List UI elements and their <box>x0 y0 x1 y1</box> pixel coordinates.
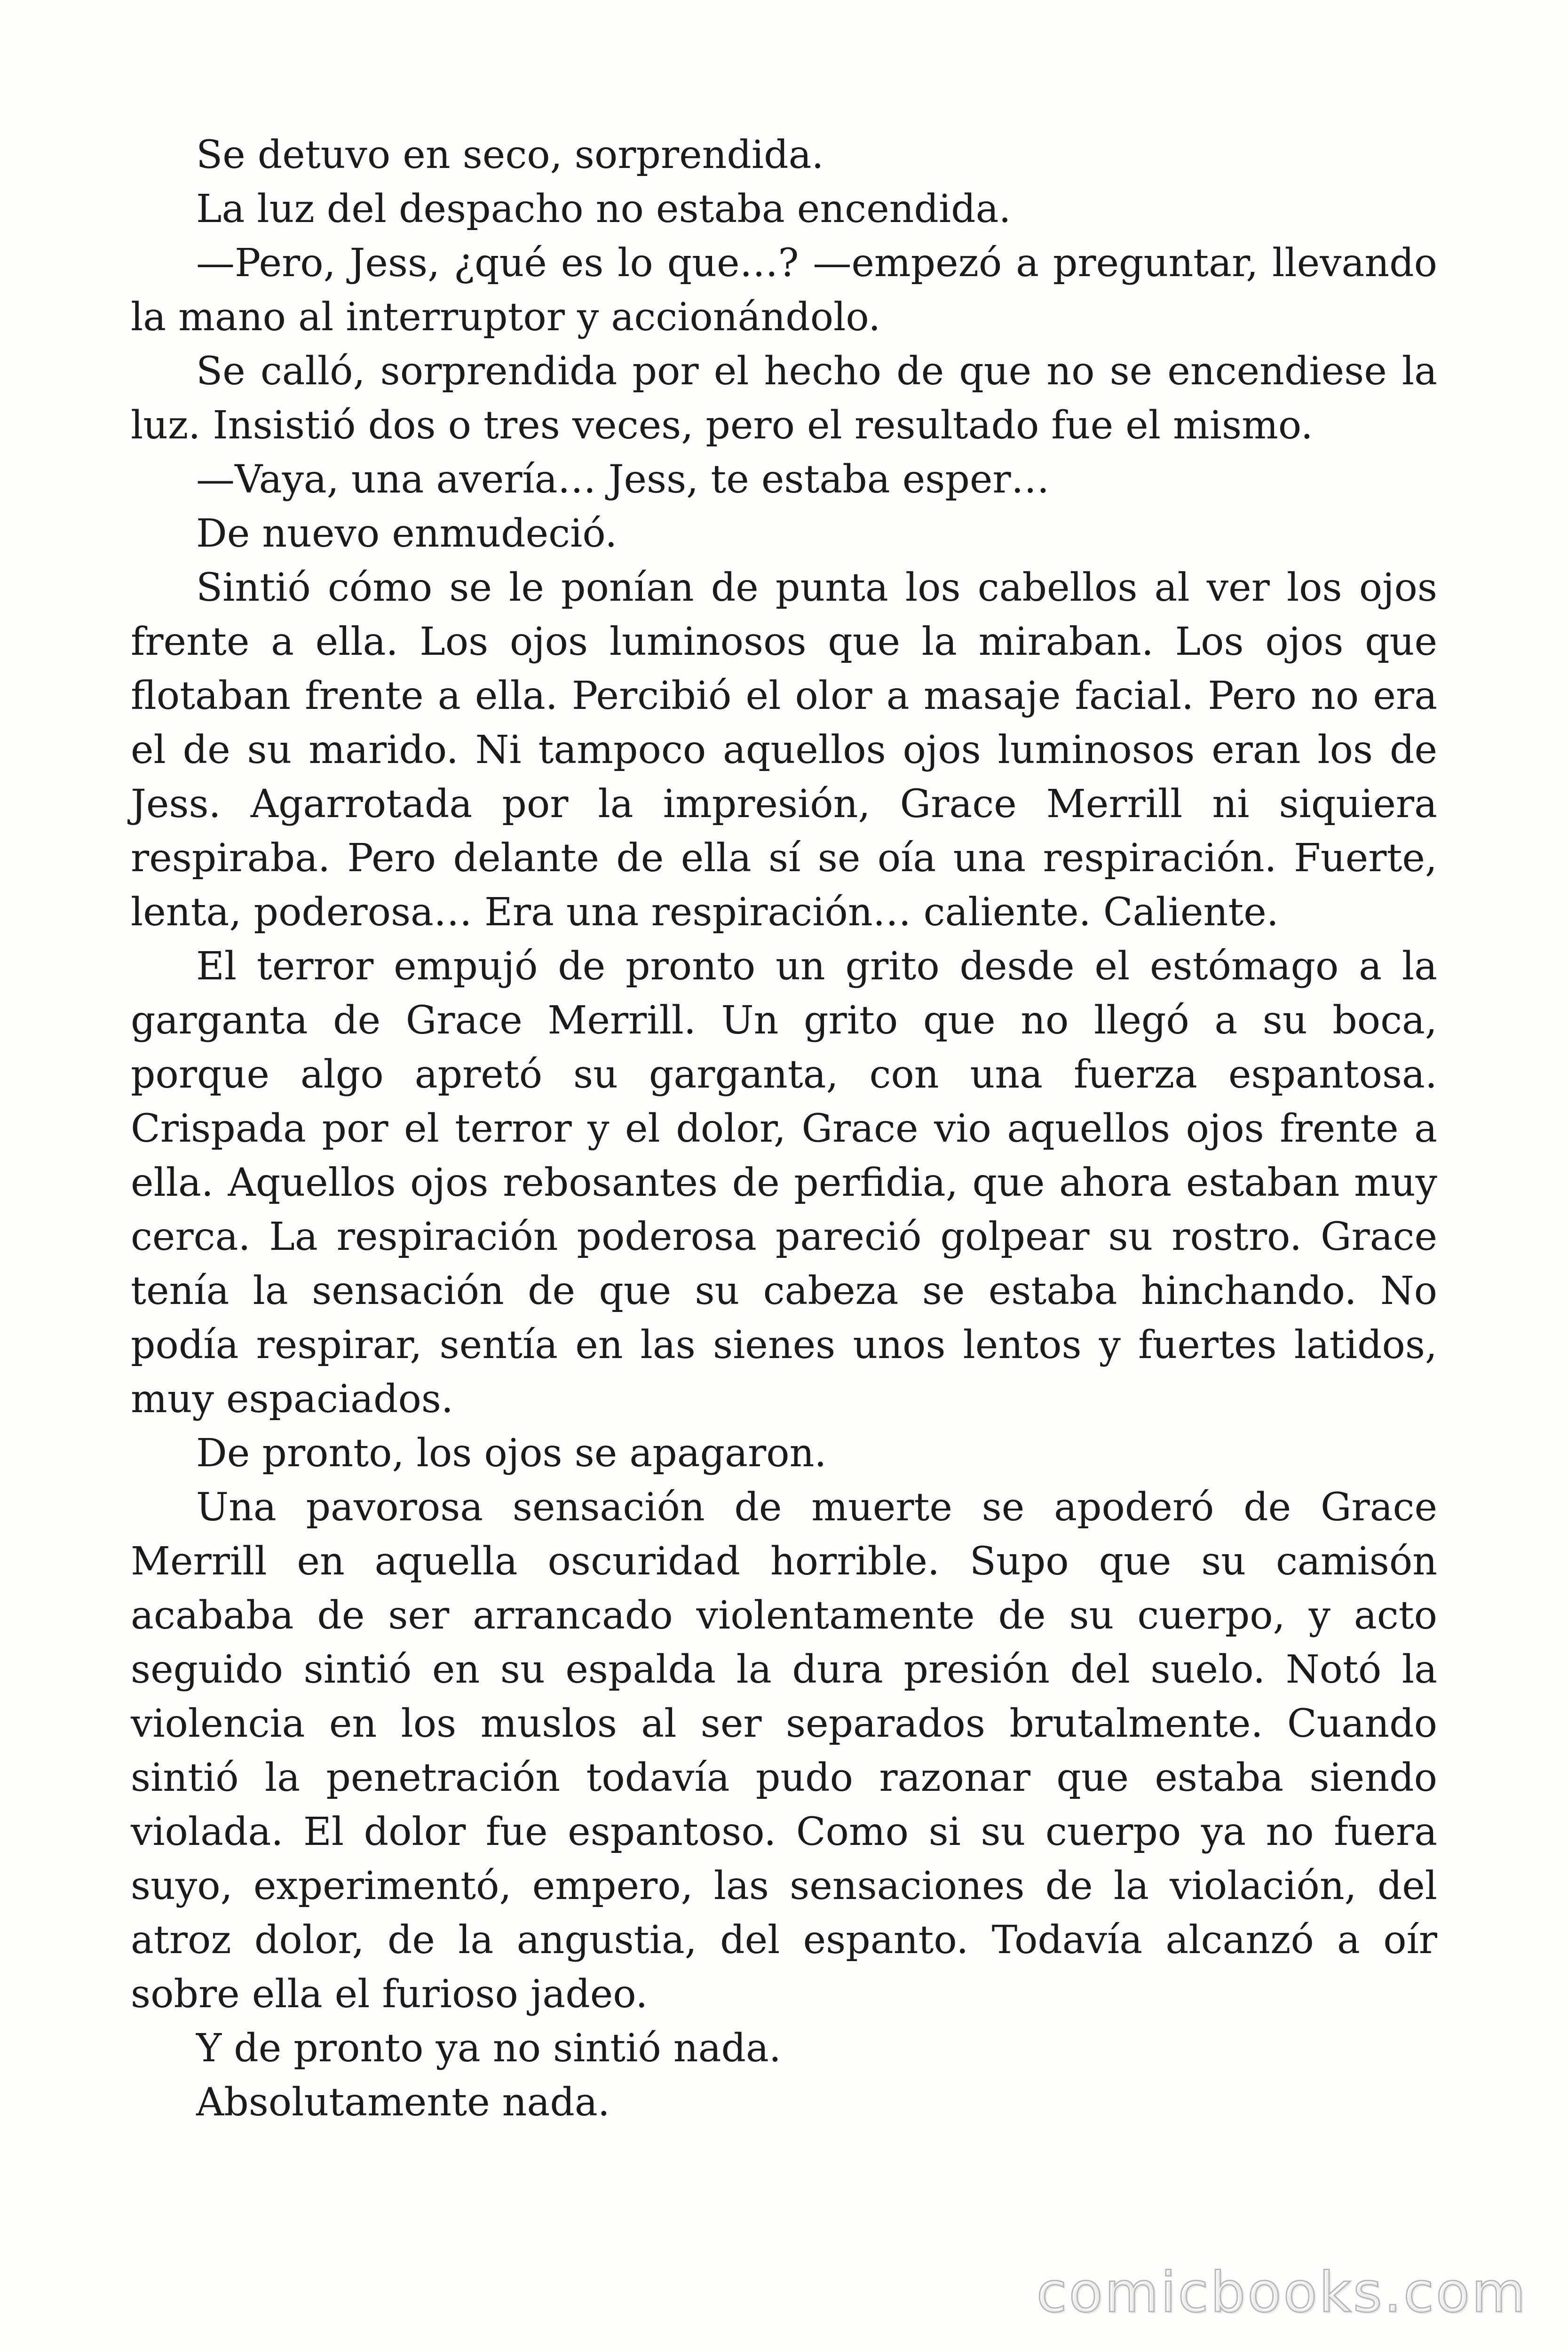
paragraph: Sintió cómo se le ponían de punta los cabellos al ver los ojos frente a ella. Los ojos luminosos que la miraban. Los ojos que flotaban frente a ella. Percibió el olor a masaje facial. Pero no era el de su marido. Ni tampoco aquellos ojos luminosos eran los de Jess. Agarrotada por la impresión, Grace Merrill ni siquiera respiraba. Pero delante de ella sí se oía una respiración. Fuerte, lenta, poderosa… Era una respiración… caliente. Caliente. <box>131 565 1437 935</box>
paragraph: De nuevo enmudeció. <box>196 511 618 556</box>
paragraph: Se calló, sorprendida por el hecho de que no se encendiese la luz. Insistió dos o tres veces, pero el resultado fue el mismo. <box>131 349 1437 448</box>
watermark: comicbooks.com <box>1036 2260 1528 2325</box>
page-body-text <box>131 128 1437 2130</box>
paragraph: La luz del despacho no estaba encendida. <box>196 187 1011 231</box>
paragraph: —Vaya, una avería… Jess, te estaba esper… <box>196 457 1050 502</box>
paragraph: El terror empujó de pronto un grito desde el estómago a la garganta de Grace Merrill. Un grito que no llegó a su boca, porque algo apretó su garganta, con una fuerza espantosa. Crispada por el terror y el dolor, Grace vio aquellos ojos frente a ella. Aquellos ojos rebosantes de perfidia, que ahora estaban muy cerca. La respiración poderosa pareció golpear su rostro. Grace tenía la sensación de que su cabeza se estaba hinchando. No podía respirar, sentía en las sienes unos lentos y fuertes latidos, muy espaciados. <box>131 944 1437 1422</box>
paragraph: —Pero, Jess, ¿qué es lo que…? —empezó a preguntar, llevando la mano al interruptor y accionándolo. <box>131 241 1437 340</box>
paragraph: Y de pronto ya no sintió nada. <box>196 2026 781 2071</box>
paragraph: De pronto, los ojos se apagaron. <box>196 1431 827 1476</box>
paragraph: Se detuvo en seco, sorprendida. <box>196 133 824 177</box>
paragraph: Una pavorosa sensación de muerte se apoderó de Grace Merrill en aquella oscuridad horrible. Supo que su camisón acababa de ser arrancado violentamente de su cuerpo, y acto seguido sintió en su espalda la dura presión del suelo. Notó la violencia en los muslos al ser separados brutalmente. Cuando sintió la penetración todavía pudo razonar que estaba siendo violada. El dolor fue espantoso. Como si su cuerpo ya no fuera suyo, experimentó, empero, las sensaciones de la violación, del atroz dolor, de la angustia, del espanto. Todavía alcanzó a oír sobre ella el furioso jadeo. <box>131 1485 1437 2017</box>
paragraph: Absolutamente nada. <box>196 2080 610 2125</box>
